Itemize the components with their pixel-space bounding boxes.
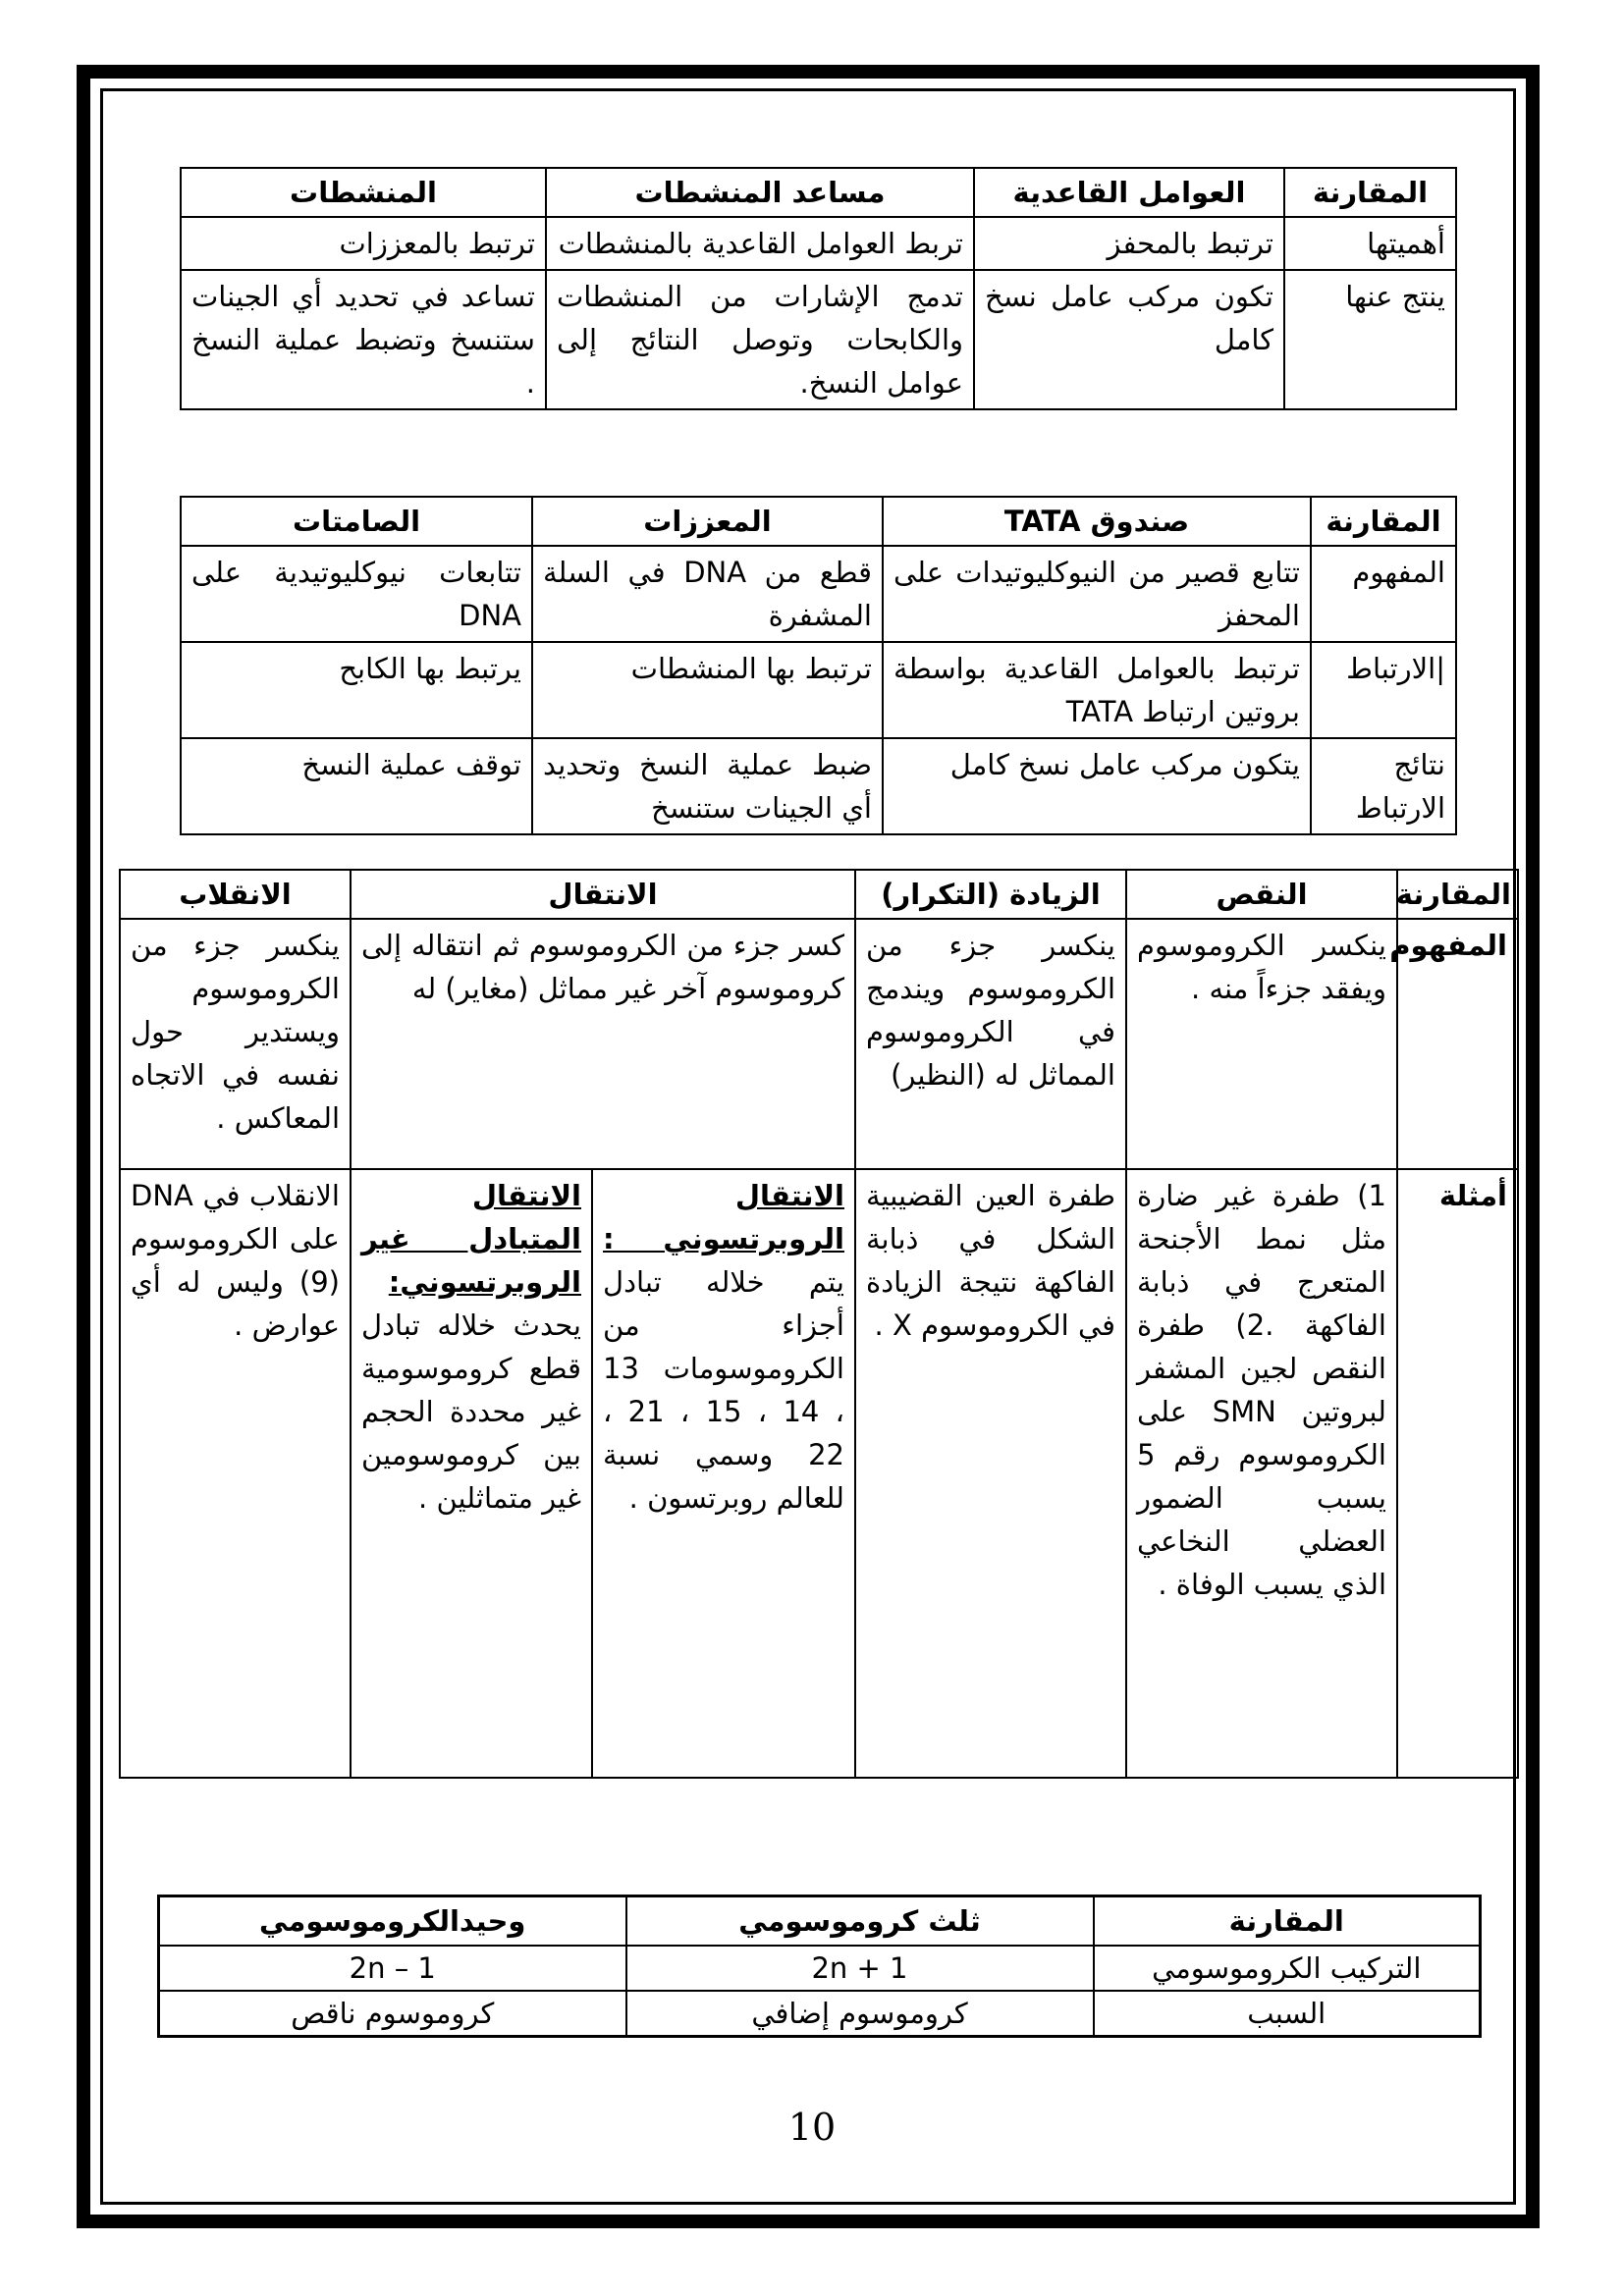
- row-label: نتائج الارتباط: [1311, 738, 1456, 834]
- table-cell: تدمج الإشارات من المنشطات والكابحات وتوصل النتائج إلى عوامل النسخ.: [546, 270, 974, 409]
- table-header-row: [159, 1896, 1481, 1947]
- table-header-cell: الصامتات: [181, 497, 532, 546]
- table-row: [159, 1991, 1481, 2037]
- table-cell: تكون مركب عامل نسخ كامل: [974, 270, 1284, 409]
- table-row: [159, 1946, 1481, 1991]
- robertsonian-text: يتم خلاله تبادل أجزاء من الكروموسومات 13 ، 14 ، 15 ، 21 ، 22 وسمي نسبة للعالم روبرتسون .: [603, 1265, 845, 1515]
- table-header-cell: المعززات: [532, 497, 883, 546]
- table-header-cell: المقارنة: [1094, 1896, 1481, 1947]
- table-row: [181, 738, 1456, 834]
- table-cell: تساعد في تحديد أي الجينات ستنسخ وتضبط عملية النسخ .: [181, 270, 546, 409]
- table-cell: تتابعات نيوكليوتيدية على DNA: [181, 546, 532, 642]
- comparison-table-regulatory-sequences: [180, 496, 1457, 835]
- table-header-row: [181, 168, 1456, 217]
- table-header-row: [181, 497, 1456, 546]
- table-header-cell: المنشطات: [181, 168, 546, 217]
- table-cell: الانقلاب في DNA على الكروموسوم (9) وليس له أي عوارض .: [120, 1169, 351, 1778]
- table-cell: [351, 1169, 592, 1778]
- reciprocal-text: يحدث خلاله تبادل قطع كروموسومية غير محددة الحجم بين كروموسومين غير متماثلين .: [361, 1308, 581, 1515]
- table-row: [181, 642, 1456, 738]
- table-row: [120, 919, 1518, 1169]
- comparison-table-chromosome-mutations: [119, 869, 1519, 1779]
- table-cell: يرتبط بها الكابح: [181, 642, 532, 738]
- table-cell: كروموسوم ناقص: [159, 1991, 626, 2037]
- table-cell: ترتبط بالمعززات: [181, 217, 546, 270]
- table-row: [181, 270, 1456, 409]
- table-row: [120, 1169, 1518, 1778]
- table-header-cell: المقارنة: [1284, 168, 1456, 217]
- table-cell: ترتبط بالعوامل القاعدية بواسطة بروتين ارتباط TATA: [883, 642, 1311, 738]
- comparison-table-aneuploidy: [157, 1895, 1482, 2038]
- table-header-row: [120, 870, 1518, 919]
- row-label: أمثلة: [1397, 1169, 1518, 1778]
- table-cell: 2n – 1: [159, 1946, 626, 1991]
- table-cell: توقف عملية النسخ: [181, 738, 532, 834]
- row-label: المفهوم: [1397, 919, 1518, 1169]
- table-cell: طفرة العين القضيبية الشكل في ذبابة الفاكهة نتيجة الزيادة في الكروموسوم X .: [855, 1169, 1126, 1778]
- table-cell: ضبط عملية النسخ وتحديد أي الجينات ستنسخ: [532, 738, 883, 834]
- table-header-cell: الانتقال: [351, 870, 855, 919]
- table-cell: ينكسر الكروموسوم ويفقد جزءاً منه .: [1126, 919, 1397, 1169]
- table-cell: تتابع قصير من النيوكليوتيدات على المحفز: [883, 546, 1311, 642]
- reciprocal-title: الانتقال المتبادل غير الروبرتسوني:: [361, 1179, 581, 1299]
- table-header-cell: مساعد المنشطات: [546, 168, 974, 217]
- table-cell: كروموسوم إضافي: [626, 1991, 1094, 2037]
- table-header-cell: المقارنة: [1311, 497, 1456, 546]
- table-cell: كسر جزء من الكروموسوم ثم انتقاله إلى كروموسوم آخر غير مماثل (مغاير) له: [351, 919, 855, 1169]
- page-number: 10: [787, 2106, 837, 2149]
- table-row: [181, 546, 1456, 642]
- table-header-cell: العوامل القاعدية: [974, 168, 1284, 217]
- table-header-cell: الزيادة (التكرار): [855, 870, 1126, 919]
- table-cell: [592, 1169, 855, 1778]
- row-label: أهميتها: [1284, 217, 1456, 270]
- table-cell: 2n + 1: [626, 1946, 1094, 1991]
- table-cell: ينكسر جزء من الكروموسوم ويندمج في الكروموسوم المماثل له (النظير): [855, 919, 1126, 1169]
- table-header-cell: ثلث كروموسومي: [626, 1896, 1094, 1947]
- table-cell: 1) طفرة غير ضارة مثل نمط الأجنحة المتعرج في ذبابة الفاكهة .2) طفرة النقص لجين المشفر لبروتين SMN على الكروموسوم رقم 5 يسبب الضمور العضلي النخاعي الذي يسبب الوفاة .: [1126, 1169, 1397, 1778]
- table-cell: يتكون مركب عامل نسخ كامل: [883, 738, 1311, 834]
- table-header-cell: وحيدالكروموسومي: [159, 1896, 626, 1947]
- table-cell: ترتبط بالمحفز: [974, 217, 1284, 270]
- row-label: السبب: [1094, 1991, 1481, 2037]
- table-header-cell: النقص: [1126, 870, 1397, 919]
- row-label: التركيب الكروموسومي: [1094, 1946, 1481, 1991]
- row-label: المفهوم: [1311, 546, 1456, 642]
- row-label: |الارتباط: [1311, 642, 1456, 738]
- table-cell: قطع من DNA في السلة المشفرة: [532, 546, 883, 642]
- table-cell: ترتبط بها المنشطات: [532, 642, 883, 738]
- comparison-table-transcription-factors: [180, 167, 1457, 410]
- table-header-cell: المقارنة: [1397, 870, 1518, 919]
- table-header-cell: الانقلاب: [120, 870, 351, 919]
- robertsonian-title: الانتقال الروبرتسوني :: [603, 1179, 844, 1255]
- table-header-cell: صندوق TATA: [883, 497, 1311, 546]
- table-cell: ينكسر جزء من الكروموسوم ويستدير حول نفسه في الاتجاه المعاكس .: [120, 919, 351, 1169]
- table-row: [181, 217, 1456, 270]
- table-cell: تربط العوامل القاعدية بالمنشطات: [546, 217, 974, 270]
- row-label: ينتج عنها: [1284, 270, 1456, 409]
